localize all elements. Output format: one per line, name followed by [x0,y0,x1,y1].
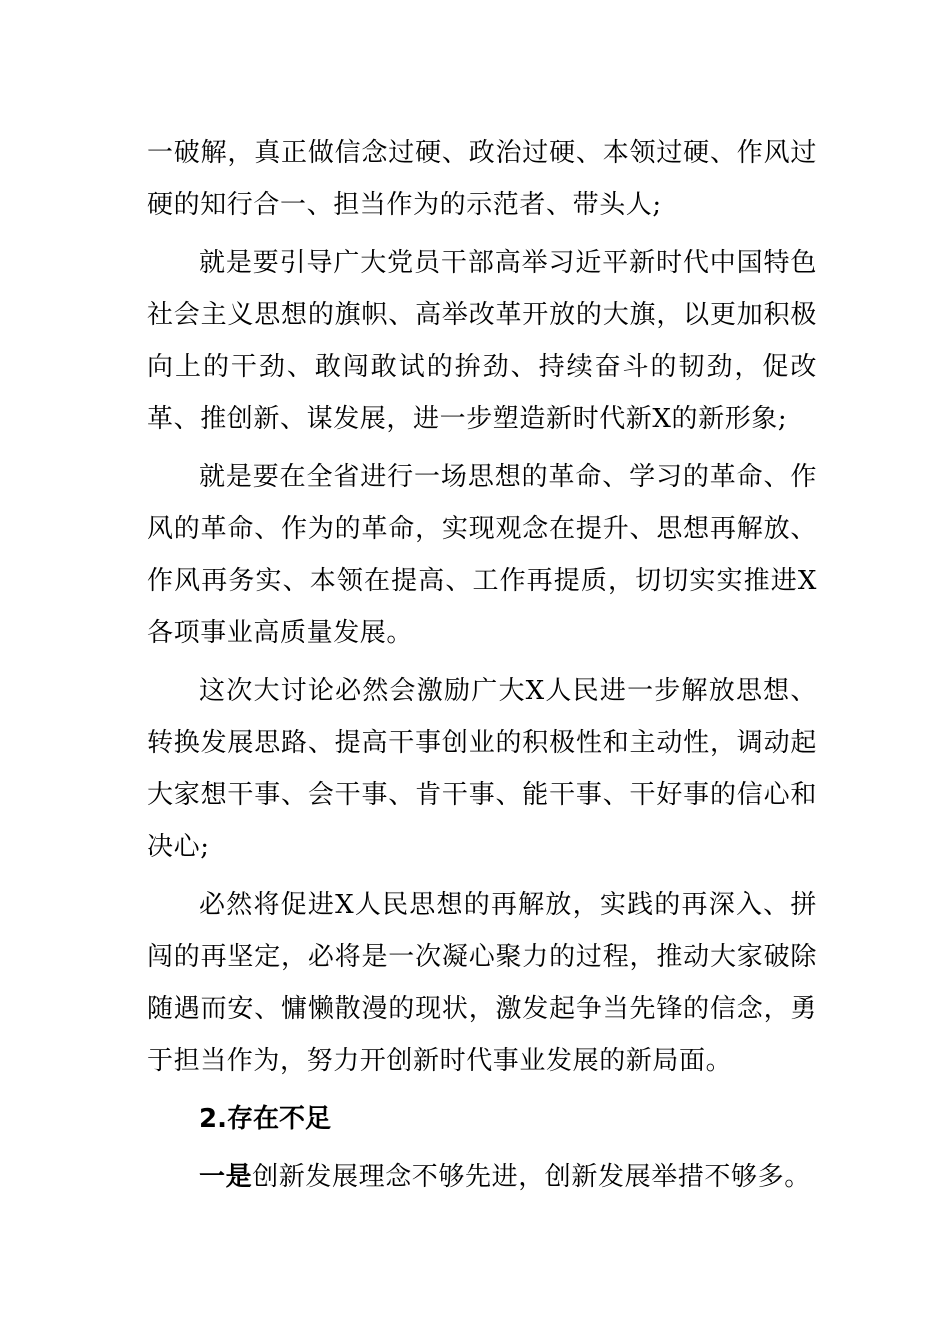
paragraph-guide-cadres: 就是要引导广大党员干部高举习近平新时代中国特色社会主义思想的旗帜、高举改革开放的大旗，以更加积极向上的干劲、敢闯敢试的拚劲、持续奋斗的韧劲，促改革、推创新、谋发展，进一步塑造新时代新X的新形象; [147,248,817,434]
section-heading-shortcomings: 2.存在不足 [199,1104,331,1134]
paragraph-thought-liberation: 必然将促进X人民思想的再解放，实践的再深入、拼闯的再坚定，必将是一次凝心聚力的过程，推动大家破除随遇而安、慵懒散漫的现状，激发起争当先锋的信念，勇于担当作为，努力开创新时代事业发展的新局面。 [147,890,817,1076]
paragraph-discussion-motivation: 这次大讨论必然会激励广大X人民进一步解放思想、转换发展思路、提高干事创业的积极性和主动性，调动起大家想干事、会干事、肯干事、能干事、干好事的信心和决心; [147,676,817,862]
paragraph-shortcoming-one [147,1151,817,1203]
document-body [147,127,817,1209]
shortcoming-one-text: 创新发展理念不够先进，创新发展举措不够多。 [252,1162,811,1192]
paragraph-continuation: 一破解，真正做信念过硬、政治过硬、本领过硬、作风过硬的知行合一、担当作为的示范者、带头人; [147,138,817,220]
paragraph-province-revolution: 就是要在全省进行一场思想的革命、学习的革命、作风的革命、作为的革命，实现观念在提升、思想再解放、作风再务实、本领在提高、工作再提质，切切实实推进X各项事业高质量发展。 [147,462,817,648]
bold-lead-text: 一是 [199,1162,253,1192]
